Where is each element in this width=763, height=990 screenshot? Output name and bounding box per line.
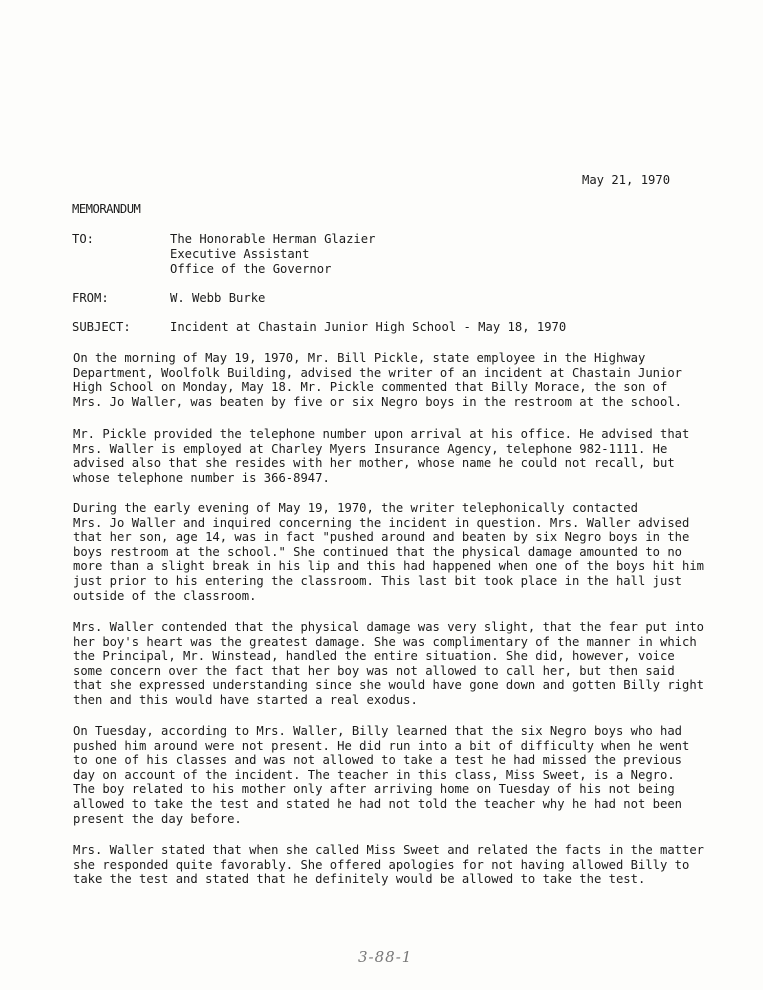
paragraph xyxy=(73,620,713,708)
paragraph xyxy=(73,427,713,485)
paragraph xyxy=(73,501,713,603)
to-line: Executive Assistant xyxy=(170,247,310,261)
paragraph-line: just prior to his entering the classroom. This last bit took place in the hall just xyxy=(73,573,683,588)
to-line: The Honorable Herman Glazier xyxy=(170,232,376,246)
paragraph-line: Mrs. Waller stated that when she called Miss Sweet and related the facts in the matter xyxy=(73,843,705,857)
paragraph-line: advised also that she resides with her mother, whose name he could not recall, but xyxy=(73,456,675,471)
paragraph-line: to one of his classes and was not allowed to take a test he had missed the previous xyxy=(73,753,683,768)
paragraph-line: Mrs. Waller is employed at Charley Myers Insurance Agency, telephone 982-1111. He xyxy=(73,441,668,456)
paragraph-line: Mrs. Jo Waller, was beaten by five or six Negro boys in the restroom at the school. xyxy=(73,394,683,409)
paragraph-line: take the test and stated that he definitely would be allowed to take the test. xyxy=(73,872,646,887)
paragraph-line: On Tuesday, according to Mrs. Waller, Billy learned that the six Negro boys who had xyxy=(73,724,683,738)
subject-label: SUBJECT: xyxy=(72,320,131,334)
paragraph-line: then and this would have started a real exodus. xyxy=(73,692,418,707)
from-label: FROM: xyxy=(72,291,109,305)
paragraph-line: pushed him around were not present. He did run into a bit of difficulty when he went xyxy=(73,738,690,753)
paragraph xyxy=(73,724,713,826)
paragraph-line: Mrs. Waller contended that the physical damage was very slight, that the fear put into xyxy=(73,620,705,634)
memo-title: MEMORANDUM xyxy=(72,202,141,216)
to-line: Office of the Governor xyxy=(170,262,332,276)
paragraph-line: present the day before. xyxy=(73,811,242,826)
paragraph-line: High School on Monday, May 18. Mr. Pickle commented that Billy Morace, the son of xyxy=(73,380,668,395)
paragraph-line: During the early evening of May 19, 1970, the writer telephonically contacted xyxy=(73,501,638,515)
paragraph-line: Mrs. Jo Waller and inquired concerning the incident in question. Mrs. Waller advised xyxy=(73,515,690,530)
from-value: W. Webb Burke xyxy=(170,291,266,305)
paragraph-line: outside of the classroom. xyxy=(73,588,257,603)
paragraph-line: the Principal, Mr. Winstead, handled the entire situation. She did, however, voice xyxy=(73,649,675,664)
page-footer-stamp: 3-88-1 xyxy=(358,948,413,966)
paragraph xyxy=(73,351,713,409)
paragraph-line: day on account of the incident. The teacher in this class, Miss Sweet, is a Negro. xyxy=(73,767,675,782)
paragraph-line: that her son, age 14, was in fact "pushed around and beaten by six Negro boys in the xyxy=(73,530,690,545)
paragraph-line: boys restroom at the school." She continued that the physical damage amounted to no xyxy=(73,544,683,559)
to-label: TO: xyxy=(72,232,95,246)
paragraph-line: The boy related to his mother only after arriving home on Tuesday of his not being xyxy=(73,782,675,797)
paragraph-line: Department, Woolfolk Building, advised the writer of an incident at Chastain Junior xyxy=(73,365,683,380)
paragraph-line: she responded quite favorably. She offered apologies for not having allowed Billy to xyxy=(73,857,690,872)
paragraph-line: some concern over the fact that her boy was not allowed to call her, but then said xyxy=(73,663,675,678)
paragraph-line: allowed to take the test and stated he had not told the teacher why he had not been xyxy=(73,796,683,811)
paragraph-line: Mr. Pickle provided the telephone number upon arrival at his office. He advised that xyxy=(73,427,690,441)
paragraph-line: On the morning of May 19, 1970, Mr. Bill Pickle, state employee in the Highway xyxy=(73,351,646,365)
paragraph-line: whose telephone number is 366-8947. xyxy=(73,470,330,485)
subject-value: Incident at Chastain Junior High School - May 18, 1970 xyxy=(170,320,567,334)
paragraph xyxy=(73,843,713,887)
paragraph-line: that she expressed understanding since she would have gone down and gotten Billy right xyxy=(73,678,705,693)
paragraph-line: her boy's heart was the greatest damage. She was complimentary of the manner in which xyxy=(73,634,697,649)
memo-date: May 21, 1970 xyxy=(582,173,671,187)
paragraph-line: more than a slight break in his lip and this had happened when one of the boys hit him xyxy=(73,559,705,574)
